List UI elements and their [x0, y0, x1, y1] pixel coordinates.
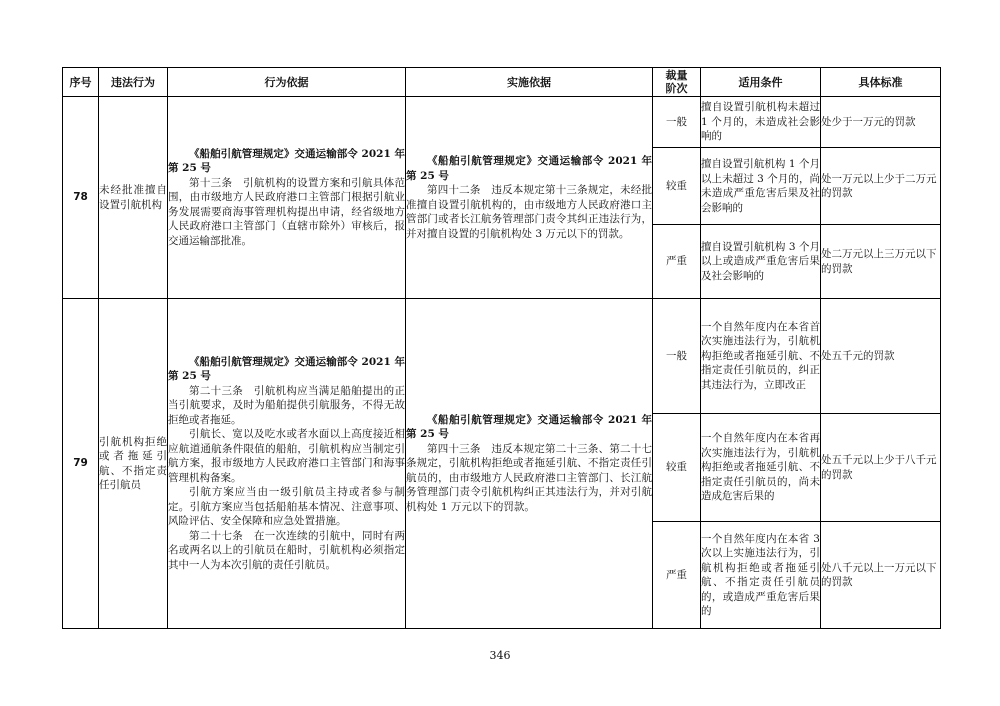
header-implementation-basis: 实施依据: [406, 68, 653, 97]
header-behavior-basis: 行为依据: [168, 68, 406, 97]
standard-cell: 处八千元以上一万元以下的罚款: [821, 522, 941, 629]
standard-cell: 处少于一万元的罚款: [821, 97, 941, 148]
condition-cell: 擅自设置引航机构 1 个月以上未超过 3 个月的，尚未造成严重危害后果及社会影响的: [701, 148, 821, 225]
behavior-basis-paragraph: 引航长、宽以及吃水或者水面以上高度接近相应航道通航条件限值的船舶，引航机构应当制定引航方案，报市级地方人民政府港口主管部门和海事管理机构备案。: [168, 428, 405, 484]
discretion-level-cell: 较重: [653, 414, 701, 522]
condition-cell: 擅自设置引航机构 3 个月以上或造成严重危害后果及社会影响的: [701, 225, 821, 299]
behavior-basis-cell: [168, 299, 406, 629]
condition-cell: 一个自然年度内在本省 3 次以上实施违法行为，引航机构拒绝或者拖延引航、不指定责任引航员的，或造成严重危害后果的: [701, 522, 821, 629]
behavior-basis-cell: [168, 97, 406, 299]
standard-cell: 处一万元以上少于二万元的罚款: [821, 148, 941, 225]
table-row: [63, 97, 941, 148]
standard-cell: 处二万元以上三万元以下的罚款: [821, 225, 941, 299]
header-violation: 违法行为: [99, 68, 168, 97]
implementation-basis-title: 《船舶引航管理规定》交通运输部令 2021 年第 25 号: [406, 155, 652, 182]
behavior-basis-paragraph: 第二十七条 在一次连续的引航中，同时有两名或两名以上的引航员在船时，引航机构必须指定其中一人为本次引航的责任引航员。: [168, 529, 405, 571]
behavior-basis-paragraph: 第十三条 引航机构的设置方案和引航具体范围，由市级地方人民政府港口主管部门根据引航业务发展需要商海事管理机构提出申请，经省级地方人民政府港口主管部门（直辖市除外）审核后，报交通运输部批准。: [168, 176, 405, 247]
implementation-basis-cell: [406, 299, 653, 629]
discretion-level-cell: 较重: [653, 148, 701, 225]
table-header-row: [63, 68, 941, 97]
header-discretion-level: [653, 68, 701, 97]
implementation-basis-paragraph: 第四十三条 违反本规定第二十三条、第二十七条规定，引航机构拒绝或者拖延引航、不指定责任引航员的，由市级地方人民政府港口主管部门、长江航务管理部门责令引航机构纠正其违法行为，并对引航机构处 1 万元以下的罚款。: [406, 442, 652, 513]
discretion-level-cell: 一般: [653, 299, 701, 414]
standard-cell: 处五千元以上少于八千元的罚款: [821, 414, 941, 522]
implementation-basis-cell: [406, 97, 653, 299]
row-index-cell: 79: [63, 299, 99, 629]
violation-cell: 未经批准擅自设置引航机构: [99, 97, 168, 299]
header-index: 序号: [63, 68, 99, 97]
penalty-table: [62, 67, 941, 629]
discretion-level-cell: 严重: [653, 522, 701, 629]
standard-cell: 处五千元的罚款: [821, 299, 941, 414]
implementation-basis-paragraph: 第四十二条 违反本规定第十三条规定，未经批准擅自设置引航机构的，由市级地方人民政府港口主管部门或者长江航务管理部门责令其纠正违法行为，并对擅自设置的引航机构处 3 万元以下的罚款。: [406, 184, 652, 240]
header-discretion-level-label: 裁量阶次: [665, 69, 688, 95]
header-standard: 具体标准: [821, 68, 941, 97]
discretion-level-cell: 一般: [653, 97, 701, 148]
header-conditions: 适用条件: [701, 68, 821, 97]
implementation-basis-title: 《船舶引航管理规定》交通运输部令 2021 年第 25 号: [406, 413, 652, 441]
behavior-basis-paragraph: 第二十三条 引航机构应当满足船舶提出的正当引航要求，及时为船舶提供引航服务，不得无故拒绝或者拖延。: [168, 384, 405, 426]
condition-cell: 擅自设置引航机构未超过 1 个月的，未造成社会影响的: [701, 97, 821, 148]
row-index-cell: 78: [63, 97, 99, 299]
condition-cell: 一个自然年度内在本省首次实施违法行为，引航机构拒绝或者拖延引航、不指定责任引航员的，纠正其违法行为，立即改正: [701, 299, 821, 414]
discretion-level-cell: 严重: [653, 225, 701, 299]
table-row: [63, 299, 941, 414]
behavior-basis-title: 《船舶引航管理规定》交通运输部令 2021 年第 25 号: [168, 147, 405, 175]
violation-cell: 引航机构拒绝或者拖延引航、不指定责任引航员: [99, 299, 168, 629]
behavior-basis-title: 《船舶引航管理规定》交通运输部令 2021 年第 25 号: [168, 355, 405, 383]
page-number: 346: [489, 649, 511, 662]
behavior-basis-paragraph: 引航方案应当由一级引航员主持或者参与制定。引航方案应当包括船舶基本情况、注意事项、风险评估、安全保障和应急处置措施。: [168, 486, 405, 528]
condition-cell: 一个自然年度内在本省再次实施违法行为，引航机构拒绝或者拖延引航、不指定责任引航员的，尚未造成危害后果的: [701, 414, 821, 522]
